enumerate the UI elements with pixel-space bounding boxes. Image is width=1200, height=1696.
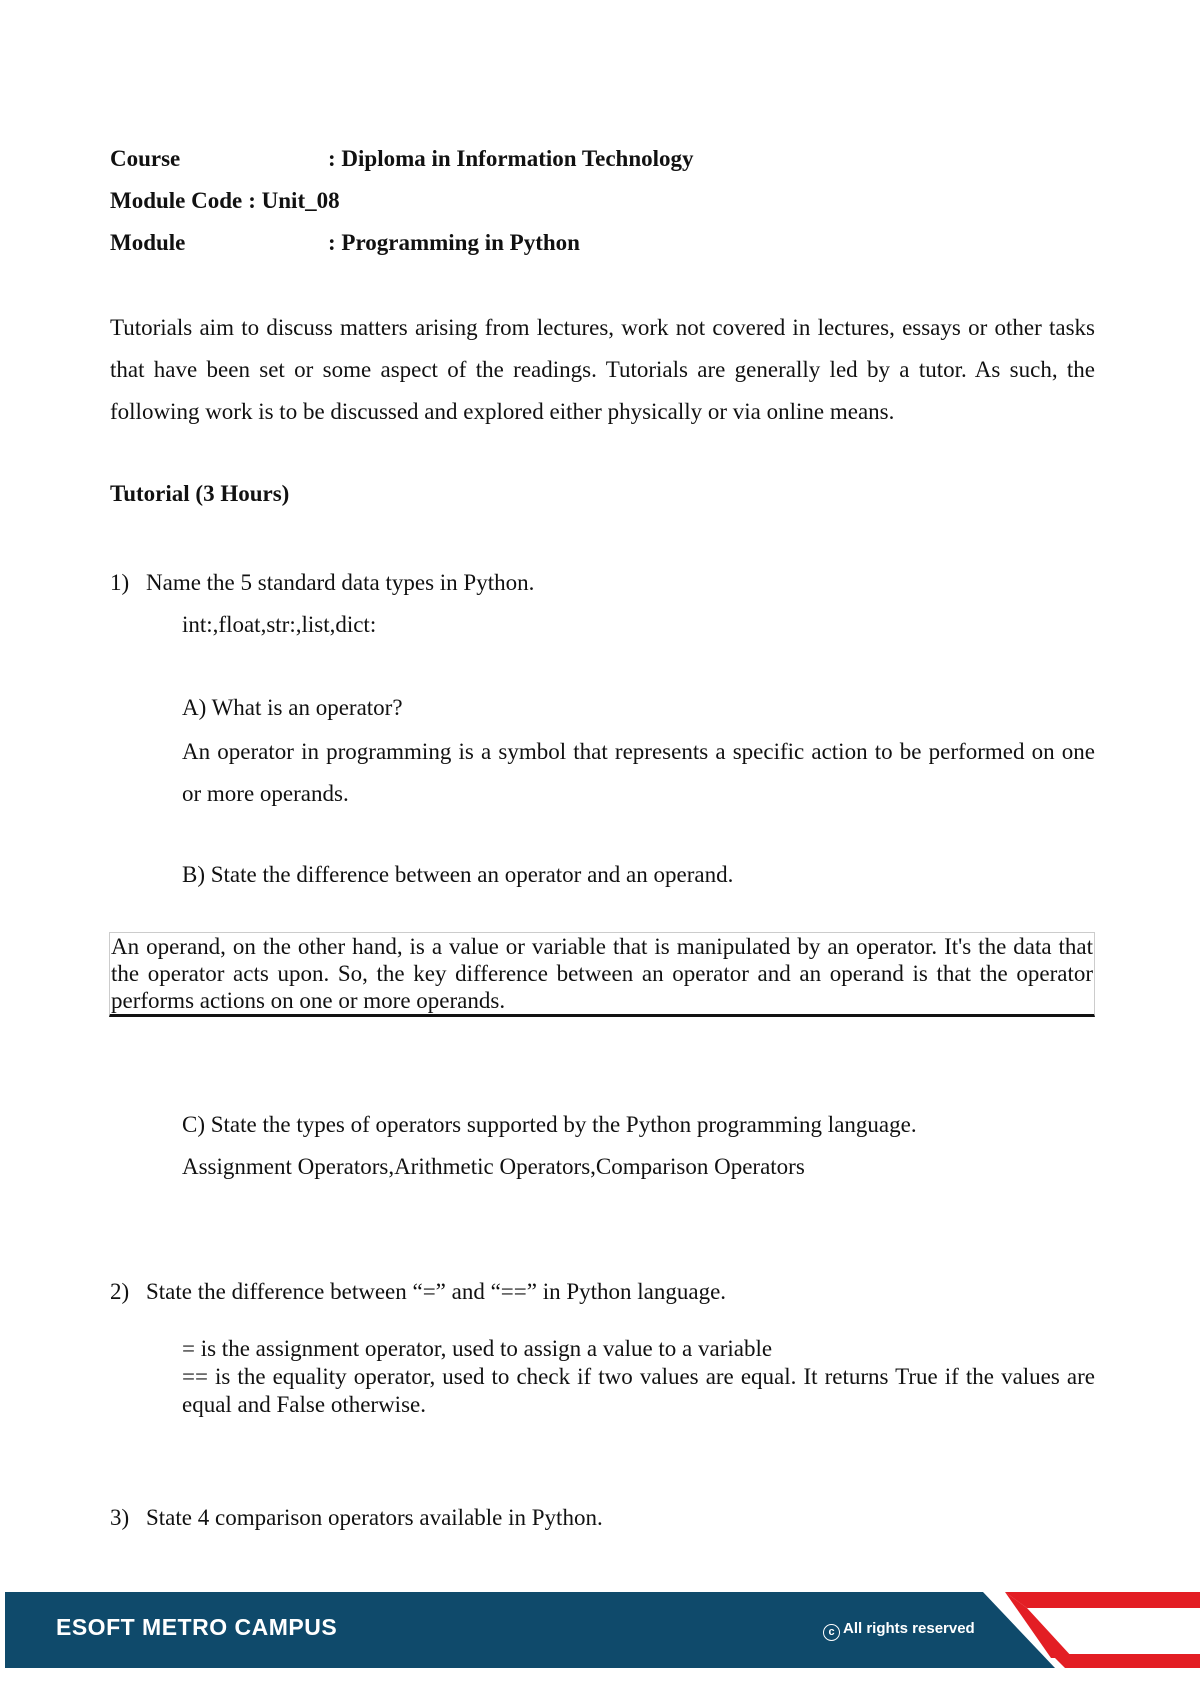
brand-name: ESOFT METRO CAMPUS	[56, 1614, 338, 1640]
copyright-icon: c	[823, 1624, 840, 1641]
module-value: : Programming in Python	[328, 230, 580, 255]
module-code-label: Module Code	[110, 188, 243, 213]
question-b-answer-box: An operand, on the other hand, is a value or variable that is manipulated by an operator. It's the data that the operator acts upon. So, the key difference between an operator and an operand is that the operator performs actions on one or more operands.	[109, 932, 1095, 1017]
question-2	[110, 1279, 726, 1305]
question-1-number: 1)	[110, 570, 130, 595]
course-value: : Diploma in Information Technology	[328, 146, 694, 171]
footer-accent-top	[1005, 1592, 1200, 1608]
module-code-value: : Unit_08	[248, 188, 340, 213]
module-code-row	[110, 188, 340, 214]
question-1-answer: int:,float,str:,list,dict:	[182, 612, 377, 637]
question-2-answer	[182, 1335, 1095, 1419]
question-1	[110, 570, 534, 596]
course-row	[110, 146, 694, 172]
footer-banner	[5, 1592, 1200, 1668]
question-3-number: 3)	[110, 1505, 130, 1530]
rights-text: All rights reserved	[843, 1620, 975, 1637]
question-b: B) State the difference between an operator and an operand.	[182, 862, 734, 887]
question-2-number: 2)	[110, 1279, 130, 1304]
question-2-text: State the difference between “=” and “==” in Python language.	[146, 1279, 727, 1304]
module-label: Module	[110, 230, 186, 255]
question-3	[110, 1505, 603, 1531]
question-2-answer-line-1: = is the assignment operator, used to assign a value to a variable	[182, 1336, 773, 1361]
question-a: A) What is an operator?	[182, 695, 403, 720]
intro-paragraph: Tutorials aim to discuss matters arising from lectures, work not covered in lectures, essays or other tasks that have been set or some aspect of the readings. Tutorials are generally led by a tutor. As such, the following work is to be discussed and explored either physically or via online means.	[110, 315, 1095, 424]
rights-text-group	[823, 1620, 975, 1641]
tutorial-heading: Tutorial (3 Hours)	[110, 481, 290, 506]
course-label: Course	[110, 146, 181, 171]
question-c: C) State the types of operators supported by the Python programming language.	[182, 1112, 917, 1137]
question-c-answer: Assignment Operators,Arithmetic Operators,Comparison Operators	[182, 1154, 805, 1179]
footer-accent-bottom	[1051, 1654, 1200, 1668]
question-a-answer: An operator in programming is a symbol that represents a specific action to be performed on one or more operands.	[182, 739, 1095, 806]
question-2-answer-line-2: == is the equality operator, used to check if two values are equal. It returns True if the values are equal and False otherwise.	[182, 1364, 1095, 1417]
question-3-text: State 4 comparison operators available in Python.	[146, 1505, 603, 1530]
question-1-text: Name the 5 standard data types in Python.	[146, 570, 535, 595]
module-row	[110, 230, 580, 256]
